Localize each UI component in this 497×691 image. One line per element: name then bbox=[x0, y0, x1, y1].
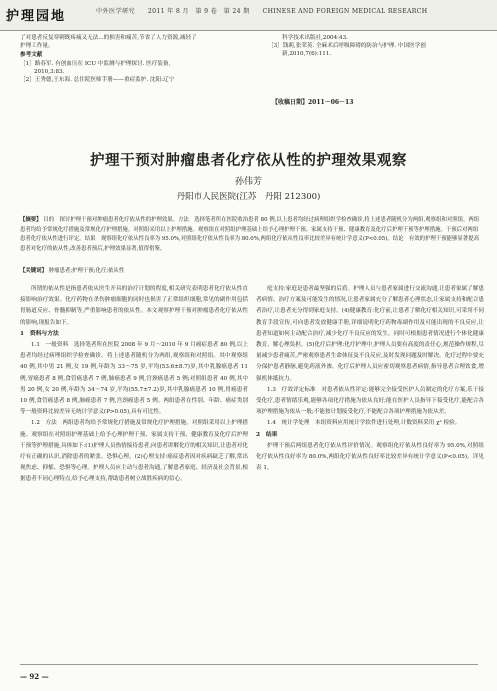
body-paragraph: 1.2 方法 两组患者均给予常规化疗措施及常规化疗护理措施。对照组采用以上护理措施。观察组在对照组护理基础上给予心理护理干预、家属支持干预、健康教育及化疗后护理干预等护理措施,具体如下:(1)护理人员热情接待患者,向患者讲解化疗的相关知识,让患者对化疗有正确的认识,消除患者的紧张、恐惧心理。(2)心理支持:癌症患者因对疾病缺乏了解,常出现焦虑、抑郁、恐惧等心理。护理人员应主动与患者沟通,了解患者家庭、经济及社会背景,根据患者不同心理特点,给予心理支持,帮助患者树立战胜疾病的信心。 bbox=[20, 420, 248, 483]
keywords-label: 【关键词】 bbox=[20, 268, 47, 274]
reference-item: 科学技术出版社,2004:43. bbox=[282, 35, 348, 41]
reference-item: ［2］王秀德,王东海. 总住院医师手册——重症监护. 沈阳:辽宁 bbox=[20, 77, 175, 84]
reference-item: ［3］钱莉,张荣英. 全麻术后呼吸障碍的防治与护理. 中国医学创 bbox=[268, 43, 426, 50]
author: 孙伟芳 bbox=[234, 177, 262, 187]
references-heading: 参考文献 bbox=[20, 52, 43, 59]
section-heading: 1 资料与方法 bbox=[20, 330, 59, 337]
body-paragraph: 庭支持:家庭是患者最坚强的后盾。护理人员与患者家属进行交流沟通,让患者家属了解患者病情、治疗方案及可能发生的情况,让患者家属充分了解患者心理状态,让家属支持和配合患者治疗,让患者充分得到家庭支持。(4)健康教育:化疗前,让患者了解化疗相关知识,可采用不同教育手段宣传,可向患者发放健康手册,详细说明化疗药物毒副作用及可能出现的不良反应,让患者知道如何主动配合治疗,减少化疗不良反应的发生。同时可根据患者情况进行个体化健康教育、解心理负担。(5)化疗后护理:化疗护理中,护理人员要有高度的责任心,规范操作规程,尽量减少患者痛苦,严密观察患者生命体征及不良反应,及时发现问题及时解决。化疗过程中要充分保护患者静脉,避免药液外渗。化疗后护理人员应密切观察患者病情,指导患者合理饮食,增强机体抵抗力。 bbox=[256, 286, 484, 382]
text-line: 了对患者反复穿刺既疼痛又无法...的损害和痛苦,节省了人力资源,减轻了 bbox=[20, 35, 197, 41]
keywords bbox=[20, 266, 482, 274]
reference-item: 2010,3:83. bbox=[34, 68, 65, 75]
reference-item: ［1］路春军. 有创血压在 ICU 中监测与护理探讨. 医疗装备, bbox=[20, 60, 171, 67]
footer-divider bbox=[20, 664, 478, 665]
reference-item: 新,2010,7(6):111. bbox=[282, 51, 332, 58]
body-column-left bbox=[20, 284, 248, 486]
received-date: 【收稿日期】2011－06－13 bbox=[272, 99, 354, 106]
affiliation: 丹阳市人民医院(江苏 丹阳 212300) bbox=[176, 192, 321, 202]
section-heading: 2 结果 bbox=[256, 431, 278, 438]
body-paragraph: 1.1 一般资料 选择笔者所在医院 2008 年 9 月～2010 年 9 月癌症患者 80 例,以上患者均经过病理组织学检查确诊。将上述患者随机分为两组,观察组和对照组。其中观察组 40 例,其中男 21 例,女 19 例,年龄为 33～75 岁,平均(53.6±8.7)岁,其中乳腺癌患者 11 例,胃癌患者 8 例,食管癌患者 7 例,肺癌患者 9 例,宫颈癌患者 5 例;对照组患者 40 例,其中男 20 例,女 20 例,年龄为 34～74 岁,平均(55.7±7.2)岁,其中乳腺癌患者 10 例,胃癌患者 10 例,食管癌患者 8 例,肺癌患者 7 例,宫颈癌患者 5 例。两组患者在性别、年龄、癌症类别等一般资料比较差异无统计学意义(P>0.05),具有可比性。 bbox=[20, 342, 248, 416]
body-paragraph: 1.4 统计学处理 本组资料应用统计学软件进行处理,计数资料采用 χ² 检验。 bbox=[267, 420, 461, 427]
previous-article-references bbox=[268, 34, 488, 59]
abstract-label: 【摘要】 bbox=[20, 217, 42, 223]
abstract bbox=[20, 216, 482, 254]
journal-header-bar bbox=[0, 0, 497, 31]
section-title: 护理园地 bbox=[6, 9, 67, 24]
page-number: — 92 — bbox=[20, 672, 49, 681]
previous-article-tail bbox=[20, 34, 258, 84]
body-paragraph: 1.3 疗效评定标准 对患者依从性评定:能够完全接受医护人员制定的化疗方案,乐于接受化疗,患者情绪乐观,能够各项化疗措施为依从良好;能在医护人员指导下接受化疗,能配合各项护理措施为依从一般;不能按计划接受化疗,不能配合各项护理措施为依从差。 bbox=[256, 386, 484, 416]
abstract-text: 目的 探讨护理干预对肿瘤患者化疗依从性的护理效果。方法 选择笔者所在医院收治患者 80 例,以上患者均经过病理组织学检查确诊,将上述患者随机分为两组,观察组和对照组。两组患者均给予常规化疗措施及常规化疗护理措施。对照组采用以上护理措施。观察组在对照组护理基础上给予心理护理干预、家属支持干预、健康教育及化疗后护理干预等护理措施。干预后对两组患者化疗依从性进行评定。结果 观察组化疗依从性良率为 95.0%,对照组化疗依从性良率为 80.0%,两组化疗依从性良率比较差异有统计学意义(P<0.05)。结论 有效的护理干预能够显著提高患者对化疗的依从性,改善患者预后,护理效果显著,值得借鉴。 bbox=[20, 217, 480, 252]
body-paragraph: 所谓的依从性是指患者依从医生开具的治疗计划的程度,相关研究表明患者化疗依从性直接影响治疗效果。化疗药物在杀伤肿瘤细胞的同时也损害了正常组织细胞,常见的副作用包括胃肠道反应、骨髓抑制等,严重影响患者的依从性。本文观察护理干预对肿瘤患者化疗依从性的影响,现报告如下。 bbox=[20, 286, 248, 326]
journal-header: 中外医学研究 2011 年 8 月 第 9 卷 第 24 期 CHINESE AND FOREIGN MEDICAL RESEARCH bbox=[96, 8, 428, 15]
body-paragraph: 护理干预后两组患者化疗依从性评价情况。观察组化疗依从性良好率为 95.0%,对照组化疗依从性良好率为 80.0%,两组化疗依从性良好率比较差异有统计学意义(P<0.05)。详见表 1。 bbox=[256, 442, 484, 472]
keywords-text: 肿瘤患者;护理干预;化疗;依从性 bbox=[48, 268, 125, 274]
article-title: 护理干预对肿瘤患者化疗依从性的护理效果观察 bbox=[89, 153, 408, 169]
body-column-right bbox=[256, 284, 484, 474]
text-line: 护理工作量。 bbox=[20, 43, 54, 50]
